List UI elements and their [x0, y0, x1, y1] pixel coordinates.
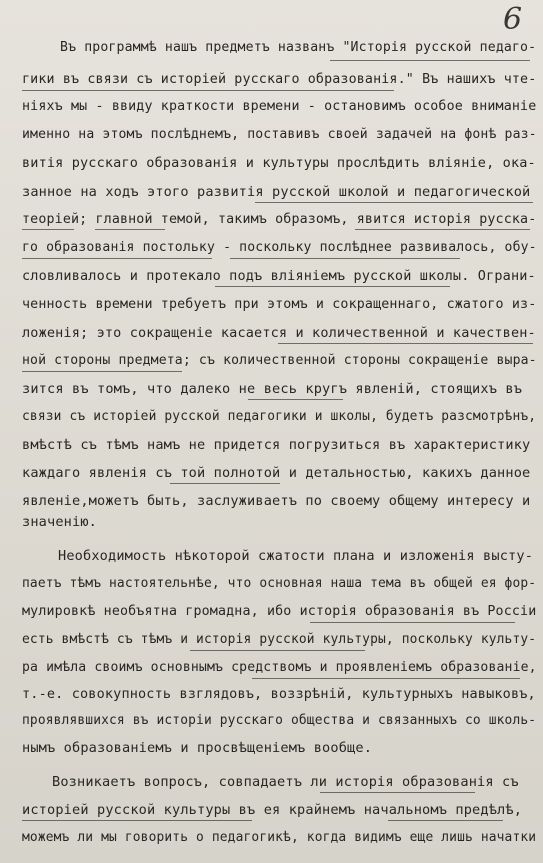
text-line: каждаго явленія съ той полнотой и детальностью, какихъ данное — [22, 465, 531, 481]
underline-mark — [255, 202, 533, 203]
underline-mark — [190, 650, 365, 651]
underline-mark — [22, 90, 394, 91]
text-line: словливалось и протекало подъ вліяніемъ русской школы. Ограни- — [22, 268, 536, 284]
text-line: ченность времени требуетъ при этомъ и сокращеннаго, сжатого из- — [22, 297, 537, 312]
text-line: теоріей; главной темой, такимъ образомъ, явится исторія русска- — [22, 212, 537, 227]
underline-mark — [215, 286, 450, 287]
text-line: ной стороны предмета; съ количественной стороны сокращеніе выра- — [22, 353, 537, 368]
underline-mark — [22, 820, 252, 821]
text-line: ра имѣла своимъ основнымъ средствомъ и проявленіемъ образованіе, — [22, 660, 537, 675]
text-line: ложенія; это сокращеніе касается и количественной и качествен- — [22, 325, 536, 341]
underline-mark — [95, 229, 165, 230]
page-number: 6 — [503, 2, 523, 37]
text-line: го образованія постольку - поскольку послѣднее развивалось, обу- — [22, 240, 537, 255]
underline-mark — [230, 258, 460, 259]
text-line: связи съ исторіей русской педагогики и школы, будетъ разсмотрѣнъ, — [22, 409, 537, 424]
underline-mark — [22, 258, 212, 259]
underline-mark — [310, 622, 515, 623]
underline-mark — [170, 483, 280, 484]
text-line: мулировкѣ необъятна громадна, ибо исторія образованія въ Россіи — [22, 604, 537, 619]
underline-mark — [252, 678, 520, 679]
underline-mark — [278, 343, 533, 344]
underline-mark — [22, 229, 74, 230]
text-line: ніяхъ мы - ввиду краткости времени - остановимъ особое вниманіе — [22, 99, 537, 114]
underline-mark — [320, 792, 475, 793]
text-line: Необходимость нѣкоторой сжатости плана и изложенія высту- — [58, 548, 534, 564]
underline-mark — [22, 371, 182, 372]
text-line: зится въ томъ, что далеко не весь кругъ явленій, стоящихъ въ — [22, 381, 523, 397]
text-line: гики въ связи съ исторіей русскаго образованія." Въ нашихъ чте- — [22, 72, 537, 87]
text-line: явленіе,можетъ быть, заслуживаетъ по своему общему интересу и — [22, 493, 531, 509]
text-line: паетъ тѣмъ настоятельнѣе, что основная наша тема въ общей ея фор- — [22, 576, 537, 591]
text-line: Въ программѣ нашъ предметъ названъ "Исторія русской педаго- — [60, 40, 537, 55]
underline-mark — [388, 820, 503, 821]
underline-mark — [355, 229, 530, 230]
text-line: проявлявшихся въ исторіи русскаго общества и связанныхъ со школь- — [22, 713, 537, 728]
text-line: есть вмѣстѣ съ тѣмъ и исторія русской культуры, поскольку культу- — [22, 632, 537, 647]
text-line: исторіей русской культуры въ ея крайнемъ начальномъ предѣлѣ, — [22, 802, 523, 818]
text-line: нымъ образованіемъ и просвѣщеніемъ вообще. — [22, 740, 373, 756]
text-line: значенію. — [22, 514, 98, 530]
text-line: занное на ходъ этого развитія русской школой и педагогической — [22, 184, 531, 200]
text-line: Возникаетъ вопросъ, совпадаетъ ли исторія образованія съ — [52, 774, 519, 790]
underline-mark — [248, 399, 343, 400]
underline-mark — [330, 60, 530, 61]
text-line: т.-е. совокупность взглядовъ, воззрѣній, культурныхъ навыковъ, — [22, 686, 536, 702]
text-line: вмѣстѣ съ тѣмъ намъ не придется погрузиться въ характеристику — [22, 437, 531, 453]
text-line: витія русскаго образованія и культуры прослѣдить вліяніе, ока- — [22, 155, 536, 171]
text-line: можемъ ли мы говорить о педагогикѣ, когда видимъ еще лишь начатки — [22, 830, 537, 845]
text-line: именно на этомъ послѣднемъ, поставивъ своей задачей на фонѣ раз- — [22, 127, 537, 142]
